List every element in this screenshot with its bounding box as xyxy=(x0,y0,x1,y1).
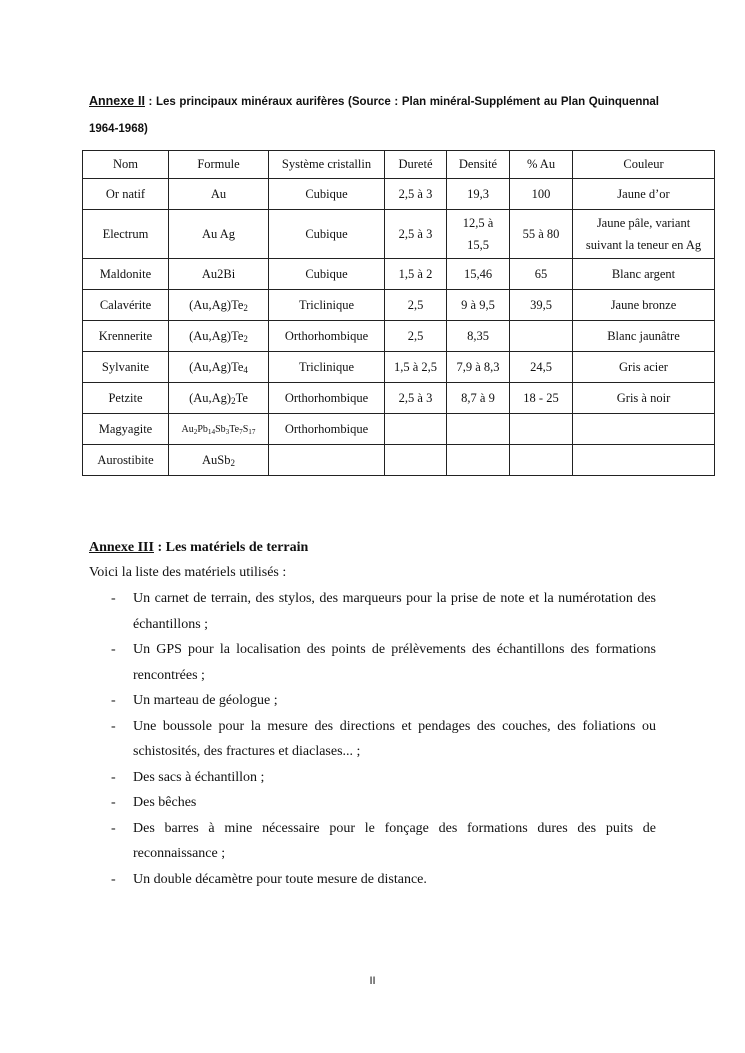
header-nom: Nom xyxy=(83,151,169,179)
table-row xyxy=(83,179,715,210)
cell-au: 65 xyxy=(510,259,573,290)
list-item xyxy=(89,867,656,893)
cell-durete: 2,5 xyxy=(385,321,447,352)
cell-couleur: Jaune d’or xyxy=(573,179,715,210)
list-item xyxy=(89,765,656,791)
formula-subscript: 2 xyxy=(231,395,236,406)
formula-subscript: 2 xyxy=(230,457,235,468)
cell-durete: 1,5 à 2,5 xyxy=(385,352,447,383)
cell-au: 100 xyxy=(510,179,573,210)
cell-au: 24,5 xyxy=(510,352,573,383)
header-durete: Dureté xyxy=(385,151,447,179)
list-item-text: Un marteau de géologue ; xyxy=(133,693,278,708)
header-systeme-cristallin: Système cristallin xyxy=(269,151,385,179)
cell-formule xyxy=(169,290,269,321)
formula-text: Pb xyxy=(197,423,208,435)
list-item-text: Des barres à mine nécessaire pour le fonçage des formations dures des puits de reconnaissance ; xyxy=(133,820,656,861)
cell-nom: Maldonite xyxy=(83,259,169,290)
formula-text: Sb xyxy=(215,423,226,435)
annexe-3-title: : Les matériels de terrain xyxy=(153,540,309,555)
cell-densite: 9 à 9,5 xyxy=(447,290,510,321)
header-pourcent-au: % Au xyxy=(510,151,573,179)
cell-systeme: Orthorhombique xyxy=(269,383,385,414)
formula-text: Te xyxy=(235,390,248,405)
formula-subscript: 17 xyxy=(248,427,256,436)
list-item-text: Une boussole pour la mesure des directions et pendages des couches, des foliations ou schistosités, des fractures et diaclases... ; xyxy=(133,718,656,759)
bullet-dash: - xyxy=(111,718,116,734)
page-number: II xyxy=(369,975,376,987)
cell-systeme: Orthorhombique xyxy=(269,414,385,445)
annexe-2-heading xyxy=(89,88,659,143)
list-item-text: Un double décamètre pour toute mesure de distance. xyxy=(133,871,427,887)
list-item-text: Un GPS pour la localisation des points de prélèvements des échantillons des formations rencontrées ; xyxy=(133,642,656,683)
table-row xyxy=(83,445,715,476)
cell-densite: 19,3 xyxy=(447,179,510,210)
formula-subscript: 2 xyxy=(243,302,248,313)
cell-nom: Petzite xyxy=(83,383,169,414)
cell-formule xyxy=(169,321,269,352)
densite-line-2: 15,5 xyxy=(467,238,489,252)
formula-subscript: 4 xyxy=(243,364,248,375)
cell-durete: 2,5 à 3 xyxy=(385,179,447,210)
cell-durete xyxy=(385,414,447,445)
annexe-3-label: Annexe III xyxy=(89,540,154,555)
annexe-3-section xyxy=(89,536,656,892)
cell-formule: Au2Bi xyxy=(169,259,269,290)
cell-densite: 8,7 à 9 xyxy=(447,383,510,414)
cell-nom: Calavérite xyxy=(83,290,169,321)
list-item-text: Un carnet de terrain, des stylos, des marqueurs pour la prise de note et la numérotation des échantillons ; xyxy=(133,591,656,632)
cell-durete: 2,5 à 3 xyxy=(385,383,447,414)
cell-densite xyxy=(447,414,510,445)
formula-text: (Au,Ag) xyxy=(189,390,232,405)
formula-subscript: 2 xyxy=(193,427,198,436)
annexe-2-label: Annexe II xyxy=(89,94,145,108)
cell-durete: 2,5 xyxy=(385,290,447,321)
couleur-line-1: Jaune pâle, variant xyxy=(596,216,691,230)
cell-durete xyxy=(385,445,447,476)
cell-au: 18 - 25 xyxy=(510,383,573,414)
cell-formule xyxy=(169,352,269,383)
formula-text: Au xyxy=(181,423,194,435)
formula-text: Te xyxy=(229,423,240,435)
cell-au: 55 à 80 xyxy=(510,210,573,259)
bullet-dash: - xyxy=(111,871,116,887)
cell-nom: Electrum xyxy=(83,210,169,259)
cell-densite: 8,35 xyxy=(447,321,510,352)
table-row xyxy=(83,210,715,259)
table-row xyxy=(83,259,715,290)
cell-systeme: Orthorhombique xyxy=(269,321,385,352)
bullet-dash: - xyxy=(111,795,116,810)
annexe-3-heading xyxy=(89,536,656,560)
cell-couleur xyxy=(573,210,715,259)
cell-couleur: Gris acier xyxy=(573,352,715,383)
cell-densite: 15,46 xyxy=(447,259,510,290)
formula-text: S xyxy=(242,423,249,435)
cell-couleur: Jaune bronze xyxy=(573,290,715,321)
cell-systeme: Triclinique xyxy=(269,290,385,321)
table-row xyxy=(83,383,715,414)
couleur-line-2: suivant la teneur en Ag xyxy=(585,238,702,252)
list-item xyxy=(89,816,656,867)
cell-couleur: Blanc argent xyxy=(573,259,715,290)
cell-formule xyxy=(169,383,269,414)
gold-minerals-table xyxy=(82,150,715,476)
list-item xyxy=(89,688,656,714)
bullet-dash: - xyxy=(111,693,116,708)
list-item xyxy=(89,637,656,688)
cell-formule xyxy=(169,445,269,476)
cell-au: 39,5 xyxy=(510,290,573,321)
formula-subscript: 7 xyxy=(239,427,243,436)
cell-densite: 7,9 à 8,3 xyxy=(447,352,510,383)
header-couleur: Couleur xyxy=(573,151,715,179)
formula-text: AuSb xyxy=(202,452,231,467)
list-item xyxy=(89,714,656,765)
cell-densite xyxy=(447,445,510,476)
cell-durete: 2,5 à 3 xyxy=(385,210,447,259)
bullet-dash: - xyxy=(111,769,116,785)
formula-text: (Au,Ag)Te xyxy=(189,359,244,374)
cell-nom: Or natif xyxy=(83,179,169,210)
cell-nom: Krennerite xyxy=(83,321,169,352)
cell-nom: Magyagite xyxy=(83,414,169,445)
cell-systeme: Cubique xyxy=(269,259,385,290)
formula-text: (Au,Ag)Te xyxy=(189,328,244,343)
cell-systeme: Triclinique xyxy=(269,352,385,383)
cell-au xyxy=(510,414,573,445)
cell-couleur xyxy=(573,445,715,476)
list-item xyxy=(89,790,656,816)
list-item-text: Des bêches xyxy=(133,795,197,810)
table-row xyxy=(83,290,715,321)
cell-densite xyxy=(447,210,510,259)
annexe-3-intro: Voici la liste des matériels utilisés : xyxy=(89,565,287,580)
bullet-dash: - xyxy=(111,820,116,836)
list-item-text: Des sacs à échantillon ; xyxy=(133,769,265,785)
cell-au xyxy=(510,445,573,476)
cell-systeme: Cubique xyxy=(269,210,385,259)
cell-systeme xyxy=(269,445,385,476)
bullet-dash: - xyxy=(111,642,116,657)
cell-couleur xyxy=(573,414,715,445)
cell-nom: Sylvanite xyxy=(83,352,169,383)
cell-couleur: Blanc jaunâtre xyxy=(573,321,715,352)
header-densite: Densité xyxy=(447,151,510,179)
cell-nom: Aurostibite xyxy=(83,445,169,476)
equipment-list xyxy=(89,586,656,892)
formula-subscript: 2 xyxy=(243,333,248,344)
cell-au xyxy=(510,321,573,352)
cell-couleur: Gris à noir xyxy=(573,383,715,414)
header-formule: Formule xyxy=(169,151,269,179)
cell-formule: Au xyxy=(169,179,269,210)
cell-formule: Au Ag xyxy=(169,210,269,259)
list-item xyxy=(89,586,656,637)
table-row xyxy=(83,414,715,445)
densite-line-1: 12,5 à xyxy=(462,216,494,230)
formula-text: (Au,Ag)Te xyxy=(189,297,244,312)
cell-systeme: Cubique xyxy=(269,179,385,210)
bullet-dash: - xyxy=(111,591,116,606)
cell-durete: 1,5 à 2 xyxy=(385,259,447,290)
cell-formule xyxy=(169,414,269,445)
table-header-row xyxy=(83,151,715,179)
table-row xyxy=(83,321,715,352)
table-row xyxy=(83,352,715,383)
formula-subscript: 3 xyxy=(225,427,230,436)
annexe-2-title: : Les principaux minéraux aurifères (Source : Plan minéral-Supplément au Plan Quinquennal 1964-1968) xyxy=(89,96,659,135)
formula-subscript: 14 xyxy=(207,427,216,436)
